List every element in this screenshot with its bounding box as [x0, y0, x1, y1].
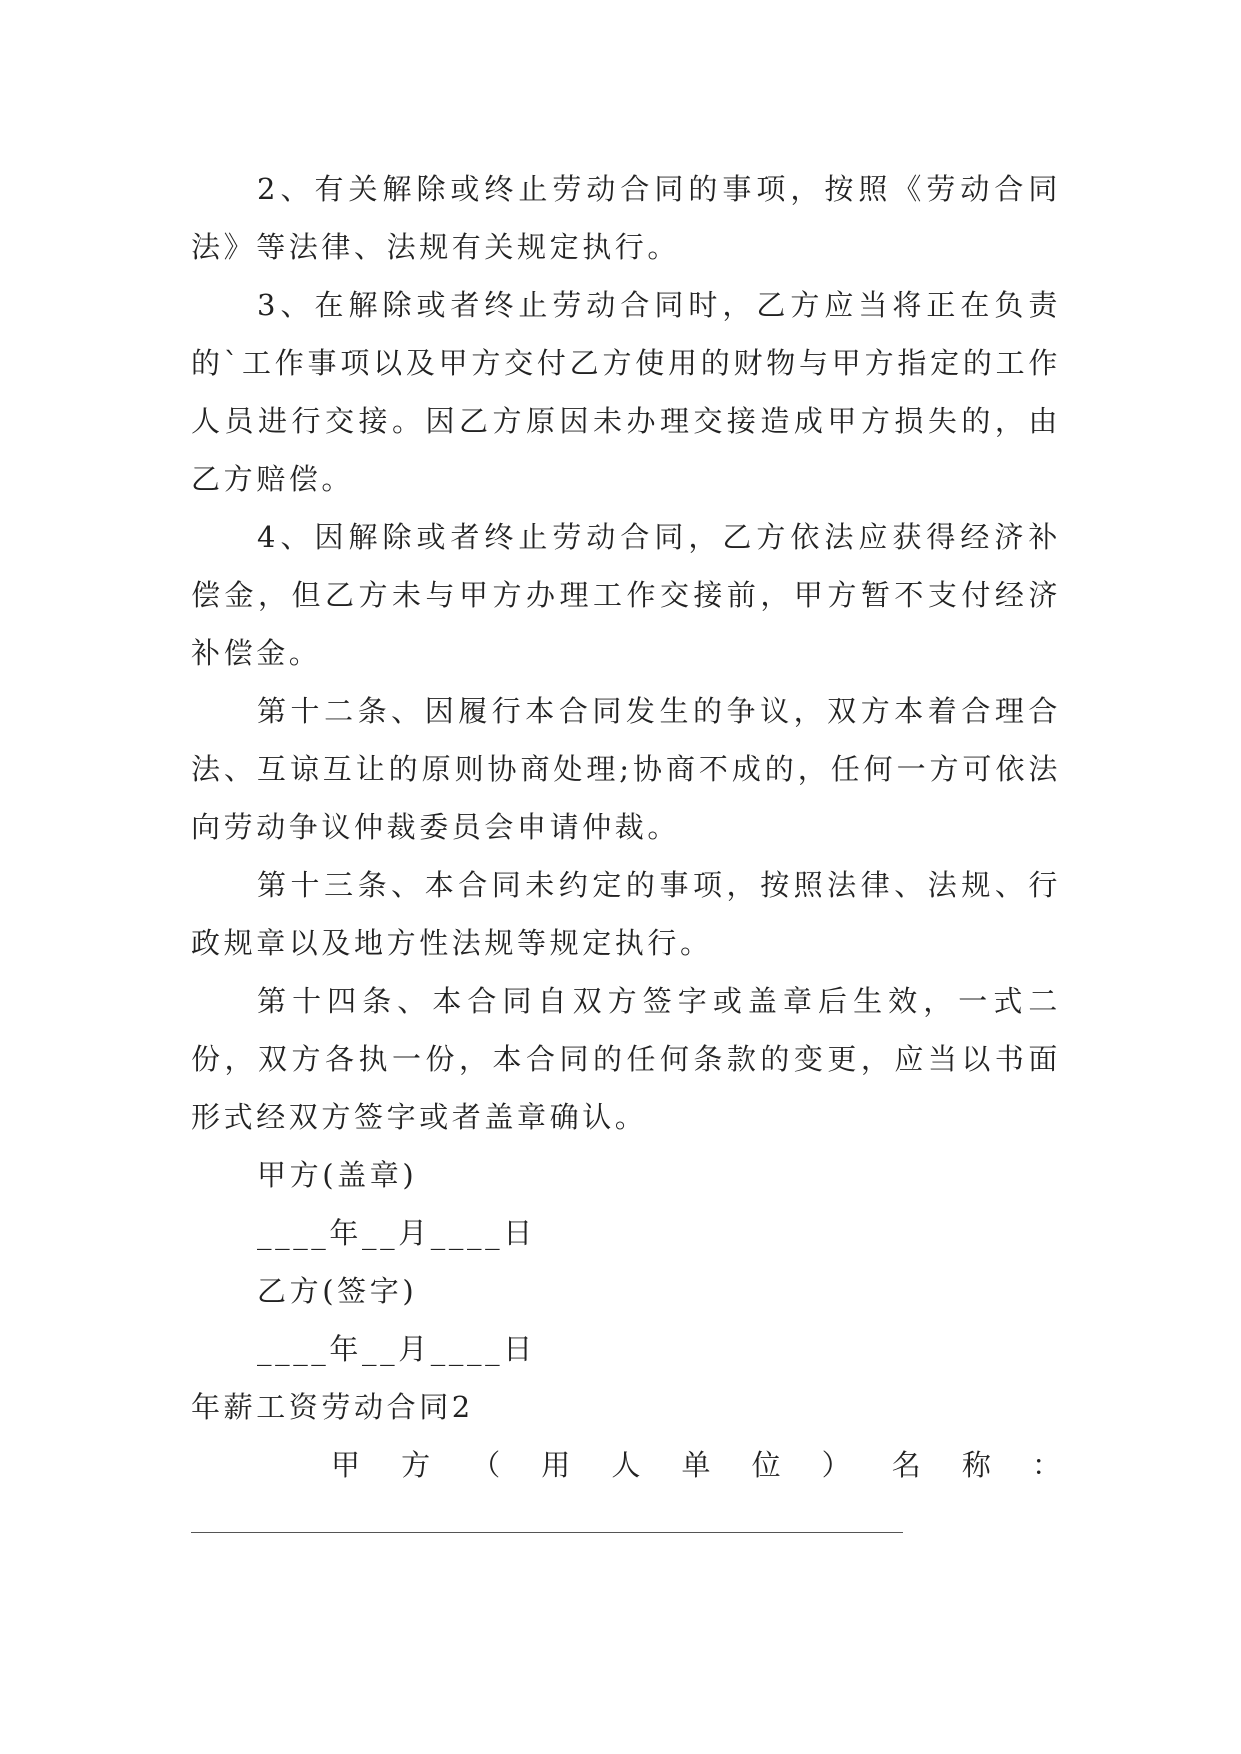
employer-name-fill-line	[191, 1532, 903, 1533]
party-a-seal-label: 甲方(盖章)	[257, 1158, 418, 1192]
employer-label-char: ：	[1031, 1448, 1061, 1482]
employer-label-char: 称	[961, 1448, 991, 1482]
article-12-paragraph: 第十二条、因履行本合同发生的争议，双方本着合理合法、互谅互让的原则协商处理;协商不成的，任何一方可依法向劳动争议仲裁委员会申请仲裁。	[191, 694, 1061, 844]
clause-paragraph: 4、因解除或者终止劳动合同，乙方依法应获得经济补偿金，但乙方未与甲方办理工作交接前，甲方暂不支付经济补偿金。	[191, 520, 1061, 670]
clause-paragraph: 2、有关解除或终止劳动合同的事项，按照《劳动合同法》等法律、法规有关规定执行。	[191, 172, 1061, 264]
party-a-date-line: ____年__月____日	[257, 1216, 536, 1250]
employer-label-char: （	[471, 1448, 501, 1482]
article-13-paragraph: 第十三条、本合同未约定的事项，按照法律、法规、行政规章以及地方性法规等规定执行。	[191, 868, 1061, 960]
article-14-paragraph: 第十四条、本合同自双方签字或盖章后生效，一式二份，双方各执一份，本合同的任何条款的变更，应当以书面形式经双方签字或者盖章确认。	[191, 984, 1061, 1134]
clause-paragraph: 3、在解除或者终止劳动合同时，乙方应当将正在负责的`工作事项以及甲方交付乙方使用的财物与甲方指定的工作人员进行交接。因乙方原因未办理交接造成甲方损失的，由乙方赔偿。	[191, 288, 1061, 496]
employer-label-char: 人	[611, 1448, 641, 1482]
next-contract-title: 年薪工资劳动合同2	[191, 1390, 474, 1424]
party-b-date-line: ____年__月____日	[257, 1332, 536, 1366]
party-b-signature-label: 乙方(签字)	[257, 1274, 418, 1308]
employer-label-char: 位	[751, 1448, 781, 1482]
employer-label-char: ）	[821, 1448, 851, 1482]
employer-label-char: 用	[541, 1448, 571, 1482]
employer-label-char: 单	[681, 1448, 711, 1482]
employer-label-char: 方	[401, 1448, 431, 1482]
document-body	[191, 160, 1061, 1533]
employer-name-label	[191, 1436, 1061, 1494]
employer-label-char: 名	[891, 1448, 921, 1482]
employer-label-char: 甲	[331, 1448, 361, 1482]
